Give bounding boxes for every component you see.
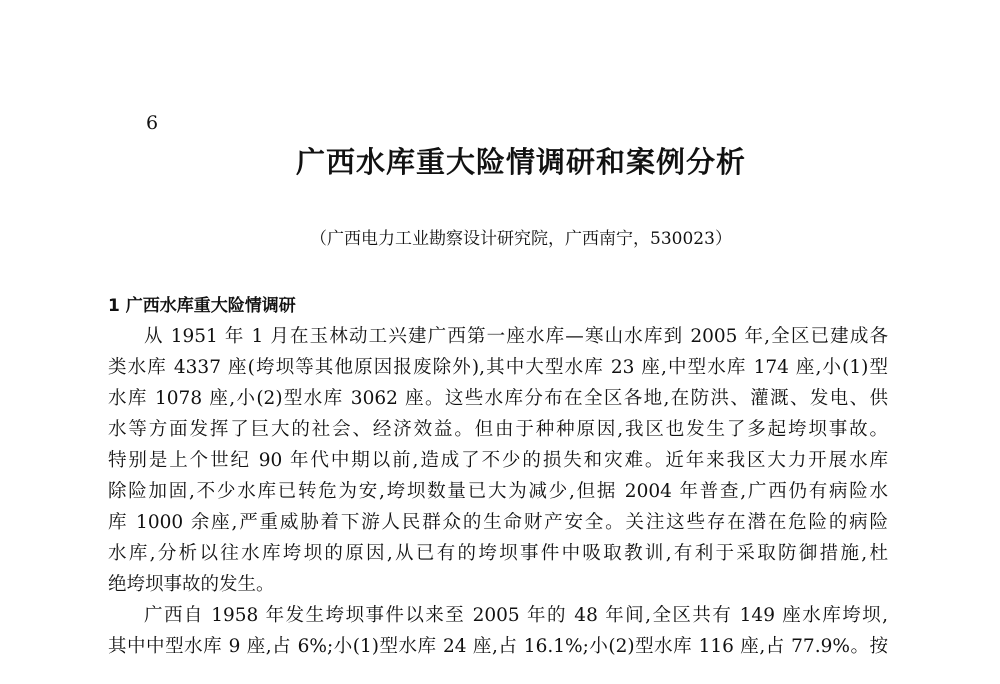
page-title: 广西水库重大险情调研和案例分析 [295, 145, 746, 179]
paragraph-2-line-2: 其中中型水库 9 座,占 6%;小(1)型水库 24 座,占 16.1%;小(2)型水库 116 座,占 77.9%。按 [108, 636, 888, 657]
paragraph-1-line-5: 特别是上个世纪 90 年代中期以前,造成了不少的损失和灾难。近年来我区大力开展水库 [108, 450, 888, 471]
paragraph-1-line-1: 从 1951 年 1 月在玉林动工兴建广西第一座水库—寒山水库到 2005 年,全区已建成各 [144, 326, 888, 347]
paragraph-1-line-4: 水等方面发挥了巨大的社会、经济效益。但由于种种原因,我区也发生了多起垮坝事故。 [108, 419, 888, 440]
paragraph-1-line-6: 除险加固,不少水库已转危为安,垮坝数量已大为减少,但据 2004 年普查,广西仍有病险水 [108, 481, 888, 502]
affiliation: （广西电力工业勘察设计研究院，广西南宁，530023） [310, 229, 732, 249]
paragraph-1-line-7: 库 1000 余座,严重威胁着下游人民群众的生命财产安全。关注这些存在潜在危险的病险 [108, 512, 888, 533]
page-number: 6 [146, 112, 159, 134]
paragraph-1-line-8: 水库,分析以往水库垮坝的原因,从已有的垮坝事件中吸取教训,有利于采取防御措施,杜 [108, 543, 888, 564]
body-text [108, 321, 888, 662]
paragraph-1-line-9: 绝垮坝事故的发生。 [108, 574, 275, 595]
paragraph-1-line-2: 类水库 4337 座(垮坝等其他原因报废除外),其中大型水库 23 座,中型水库 174 座,小(1)型 [108, 357, 888, 378]
paragraph-2-line-1: 广西自 1958 年发生垮坝事件以来至 2005 年的 48 年间,全区共有 149 座水库垮坝, [144, 605, 888, 626]
paragraph-1-line-3: 水库 1078 座,小(2)型水库 3062 座。这些水库分布在全区各地,在防洪、灌溉、发电、供 [108, 388, 888, 409]
section-heading: 1 广西水库重大险情调研 [108, 296, 296, 316]
